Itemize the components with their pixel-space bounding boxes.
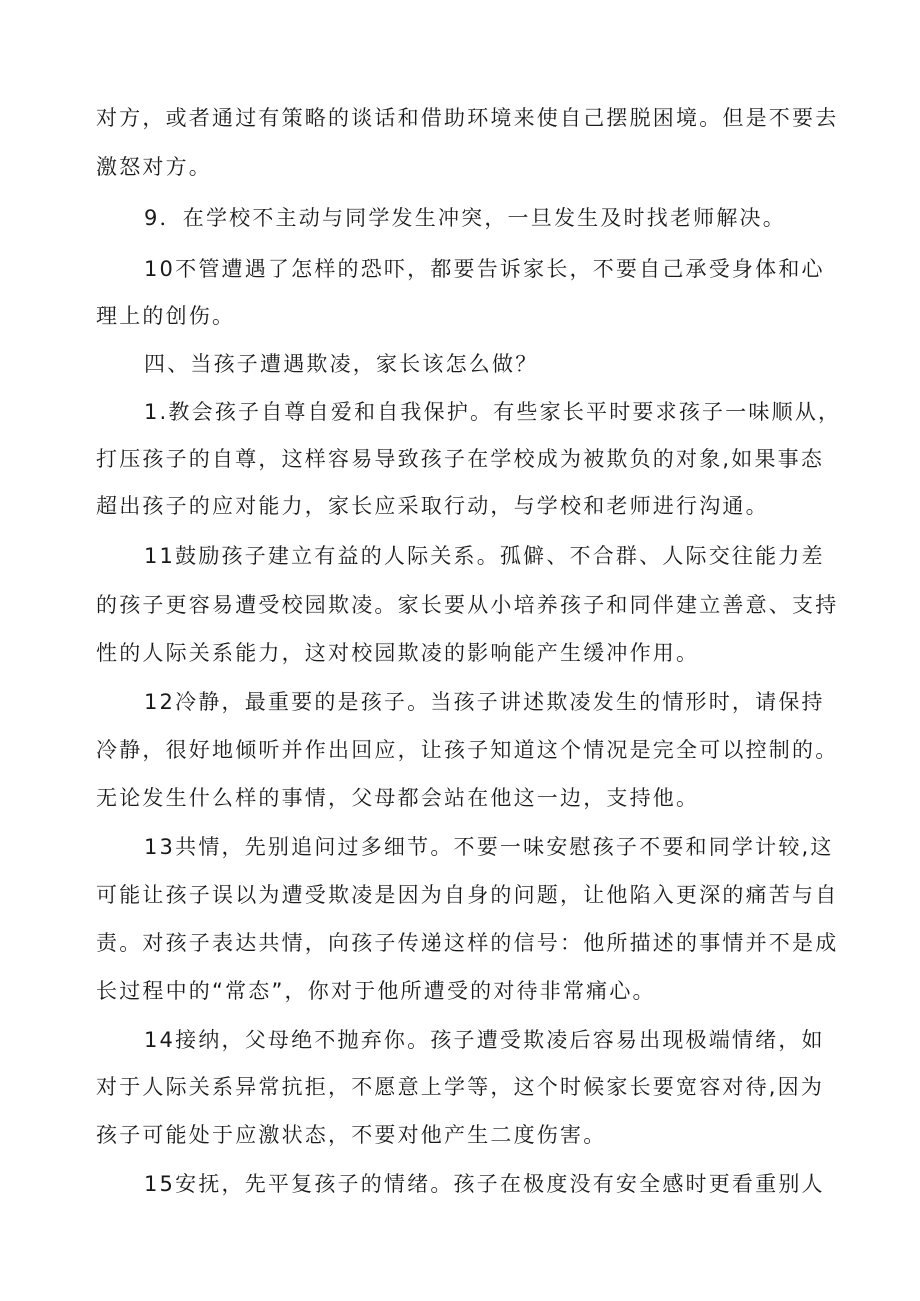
paragraph-7-line-1: 可能让孩子误以为遭受欺凌是因为自身的问题，让他陷入更深的痛苦与自 bbox=[96, 883, 839, 907]
paragraph-7-line-2: 责。对孩子表达共情，向孩子传递这样的信号：他所描述的事情并不是成 bbox=[96, 931, 839, 955]
paragraph-2-line-1: 理上的创伤。 bbox=[96, 304, 236, 328]
section-heading-four: 四、当孩子遭遇欺凌，家长该怎么做？ bbox=[144, 352, 539, 376]
paragraph-1-line-0: 9．在学校不主动与同学发生冲突，一旦发生及时找老师解决。 bbox=[144, 206, 786, 230]
paragraph-4-line-2: 超出孩子的应对能力，家长应采取行动，与学校和老师进行沟通。 bbox=[96, 494, 769, 518]
paragraph-7-line-3: 长过程中的“常态”，你对于他所遭受的对待非常痛心。 bbox=[96, 979, 656, 1003]
paragraph-6-line-1: 冷静，很好地倾听并作出回应，让孩子知道这个情况是完全可以控制的。 bbox=[96, 738, 839, 762]
paragraph-5-line-0: 11鼓励孩子建立有益的人际关系。孤僻、不合群、人际交往能力差 bbox=[144, 544, 825, 568]
paragraph-8-line-1: 对于人际关系异常抗拒，不愿意上学等，这个时候家长要宽容对待,因为 bbox=[96, 1075, 825, 1099]
paragraph-5-line-2: 性的人际关系能力，这对校园欺凌的影响能产生缓冲作用。 bbox=[96, 641, 700, 665]
paragraph-5-line-1: 的孩子更容易遭受校园欺凌。家长要从小培养孩子和同伴建立善意、支持 bbox=[96, 593, 839, 617]
paragraph-2-line-0: 10不管遭遇了怎样的恐吓，都要告诉家长，不要自己承受身体和心 bbox=[144, 257, 825, 281]
paragraph-0-line-0: 对方，或者通过有策略的谈话和借助环境来使自己摆脱困境。但是不要去 bbox=[96, 106, 839, 130]
paragraph-9-line-0: 15安抚，先平复孩子的情绪。孩子在极度没有安全感时更看重别人 bbox=[144, 1172, 825, 1196]
paragraph-6-line-0: 12冷静，最重要的是孩子。当孩子讲述欺凌发生的情形时，请保持 bbox=[144, 690, 825, 714]
paragraph-4-line-1: 打压孩子的自尊，这样容易导致孩子在学校成为被欺负的对象,如果事态 bbox=[96, 447, 825, 471]
paragraph-0-line-1: 激怒对方。 bbox=[96, 155, 212, 179]
paragraph-4-line-0: 1.教会孩子自尊自爱和自我保护。有些家长平时要求孩子一味顺从， bbox=[144, 400, 842, 424]
paragraph-8-line-2: 孩子可能处于应激状态，不要对他产生二度伤害。 bbox=[96, 1123, 607, 1147]
paragraph-7-line-0: 13共情，先别追问过多细节。不要一味安慰孩子不要和同学计较,这 bbox=[144, 835, 834, 859]
paragraph-8-line-0: 14接纳，父母绝不抛弃你。孩子遭受欺凌后容易出现极端情绪，如 bbox=[144, 1028, 825, 1052]
paragraph-6-line-2: 无论发生什么样的事情，父母都会站在他这一边，支持他。 bbox=[96, 786, 700, 810]
